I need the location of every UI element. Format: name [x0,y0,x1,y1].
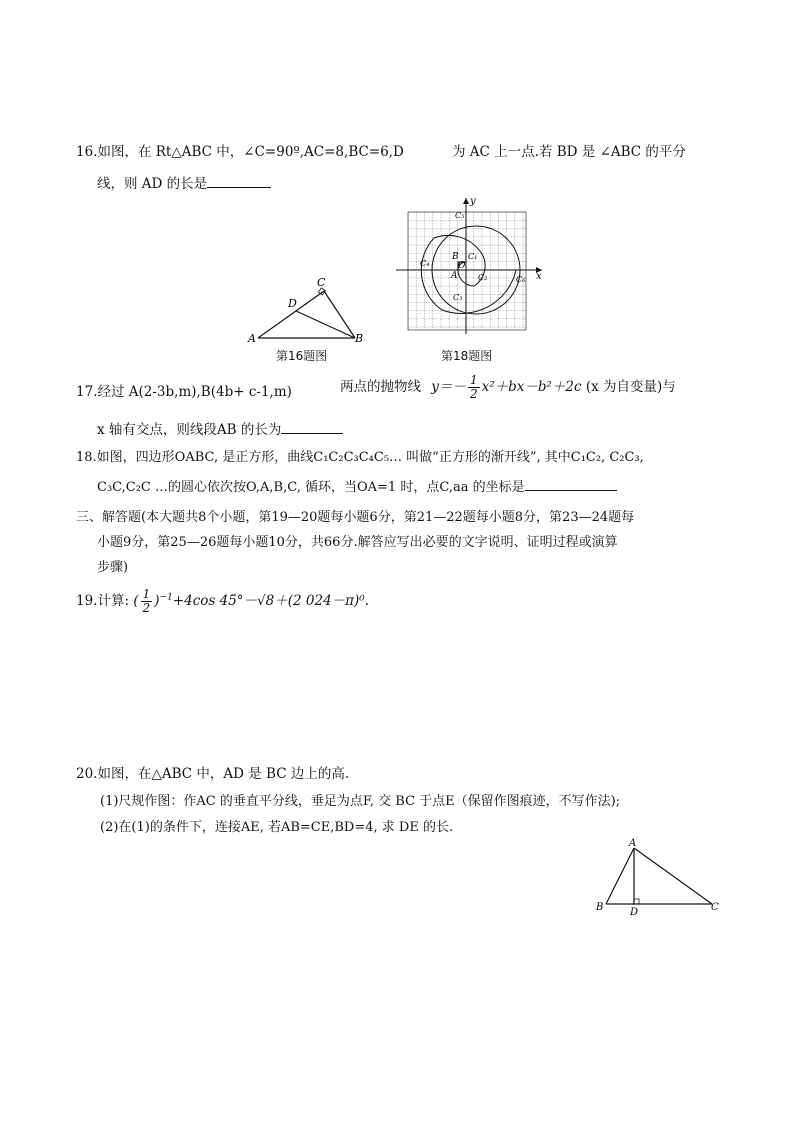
q18-answer-blank[interactable] [525,476,617,491]
q17-frac-num: 1 [469,373,478,387]
q19-frac-den: 2 [142,601,151,615]
fig16-label-c: C [317,276,326,289]
q20-line-1: 20.如图，在△ABC 中，AD 是 BC 边上的高. [76,766,350,782]
q17-frac [468,374,480,401]
q17-line-1b [340,374,676,401]
q16-prompt: 线，则 AD 的长是 [97,176,208,192]
q19-label: 19.计算: [76,593,130,609]
fig18-label-c5: C₅ [455,211,465,220]
q16-answer-blank[interactable] [207,173,271,188]
q19-frac [141,588,153,615]
q18-prompt: C₃C,C₂C …的圆心依次按O,A,B,C, 循环，当OA=1 时，点C,aa 的坐标是 [97,480,525,495]
fig18-label-c2: C₂ [478,273,488,282]
fig18-axis-y: y [470,196,476,207]
q20-line-3: (2)在(1)的条件下，连接AE, 若AB=CE,BD=4, 求 DE 的长. [100,820,454,835]
fig16-label-a: A [248,332,256,345]
fig18-label-c3: C₃ [453,293,463,302]
fig20-label-c: C [711,902,719,913]
q17-var-note: (x 为自变量)与 [585,379,676,395]
figure-16-triangle [246,276,366,346]
q16-line-1b: 为 AC 上一点.若 BD 是 ∠ABC 的平分 [452,144,686,160]
fig20-label-d: D [630,907,639,918]
q17-frac-den: 2 [469,387,478,401]
fig18-label-a: A [451,271,458,281]
fig18-label-o: O [458,261,466,271]
q19-rest: +4cos 45°－√8＋(2 024－π)⁰. [172,593,369,609]
q17-parabola-word: 两点的抛物线 [340,379,421,395]
q17-points: 17.经过 A(2-3b,m),B(4b+ c-1,m) [76,384,292,400]
fig20-label-a: A [629,838,637,849]
section3-line-2: 小题9分，第25—26题每小题10分，共66分.解答应写出必要的文字说明、证明过程或演算 [97,535,618,550]
figure-18-involute [396,196,546,336]
q17-prompt: x 轴有交点，则线段AB 的长为 [97,422,282,438]
q16-line-2 [97,172,271,192]
q17-line-2 [97,418,343,438]
figure-18-caption: 第18题图 [441,349,493,363]
q16-line-1a: 16.如图，在 Rt△ABC 中，∠C=90º,AC=8,BC=6,D [76,144,404,160]
q17-formula [431,373,586,401]
q19-frac-num: 1 [142,587,151,601]
q18-line-1: 18.如图，四边形OABC, 是正方形，曲线C₁C₂C₃C₄C₅… 叫做“正方形的渐开线”, 其中C₁C₂, C₂C₃, [76,450,644,465]
fig18-label-c6: C₆ [516,275,526,284]
q19-line [76,588,369,615]
fig18-label-c4: C₄ [420,259,430,268]
fig18-label-b: B [452,252,459,262]
q19-expression: ( $\frac{1}{2}$ )$^{-1}$+4cos 45°－√8＋(2 024－π)⁰. [133,587,369,615]
q18-line-2 [97,476,617,495]
figure-20-triangle [592,838,722,918]
q17-formula-post: x²＋bx－b²＋2c [481,379,582,395]
section3-line-1: 三、解答题(本大题共8个小题，第19—20题每小题6分，第21—22题每小题8分，第23—24题每 [76,510,635,525]
fig16-label-b: B [355,332,364,345]
fig18-label-c1: C₁ [468,252,478,261]
fig18-axis-x: x [536,271,542,282]
section3-line-3: 步骤) [97,560,129,575]
fig20-label-b: B [596,902,604,913]
q20-line-2: (1)尺规作图：作AC 的垂直平分线，垂足为点F, 交 BC 于点E（保留作图痕迹，不写作法); [100,794,621,809]
q17-line-1 [76,380,292,400]
fig16-label-d: D [288,297,297,310]
figure-16-caption: 第16题图 [276,349,328,363]
q17-answer-blank[interactable] [281,419,343,434]
q17-formula-pre: y＝－ [431,379,466,395]
